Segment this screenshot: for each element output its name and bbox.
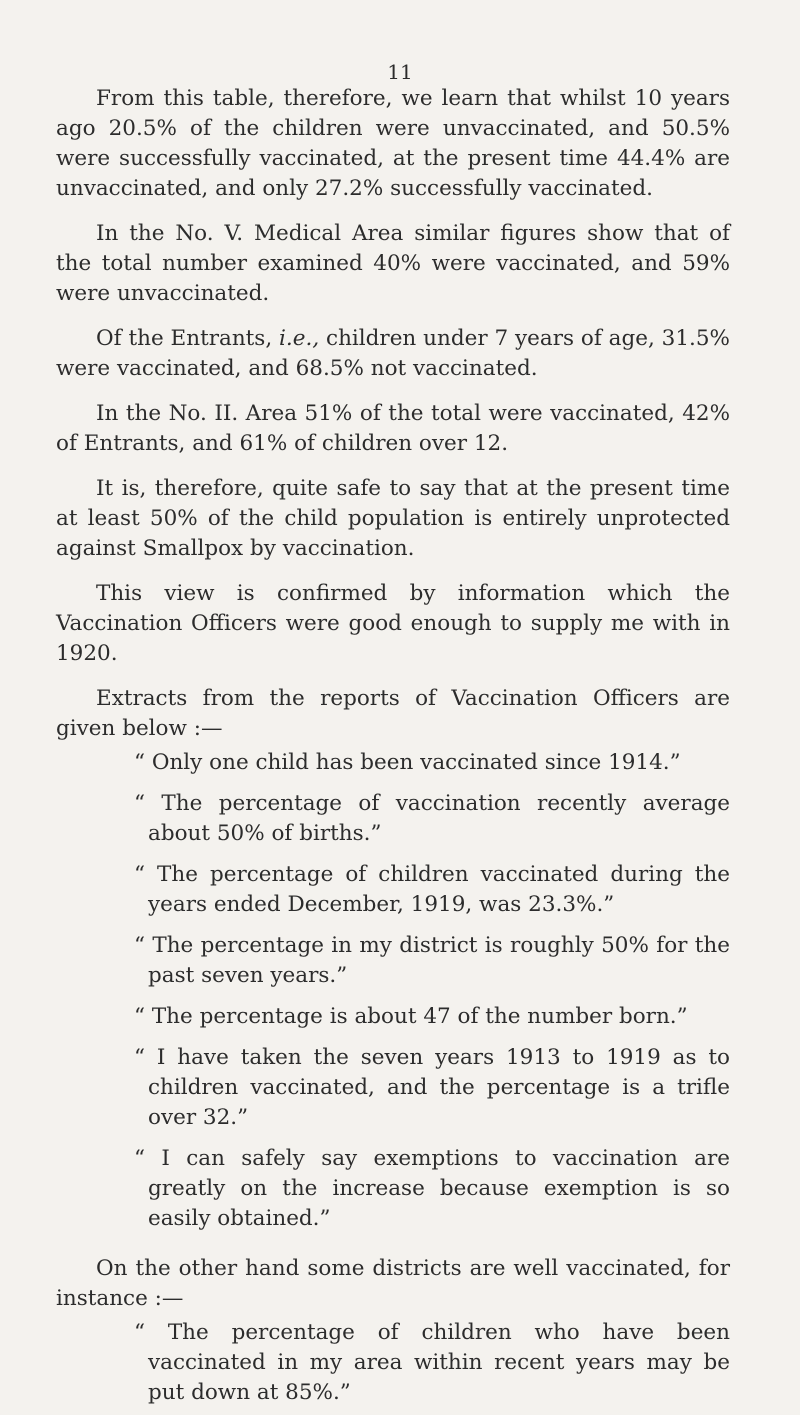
quote-extract: “ Only one child has been vaccinated since 1914.”	[134, 750, 681, 775]
quote-extract: “ The percentage of children vaccinated during the years ended December, 1919, was 23.3%.”	[134, 862, 730, 917]
quote-extract: “ The percentage of children who have been vaccinated in my area within recent years may be put down at 85%.”	[134, 1320, 730, 1405]
paragraph-conclusion: It is, therefore, quite safe to say that at the present time at least 50% of the child population is entirely unprotected against Smallpox by vaccination.	[56, 476, 730, 561]
quote-extract: “ The percentage is about 47 of the number born.”	[134, 1004, 688, 1029]
paragraph-extracts-intro: Extracts from the reports of Vaccination Officers are given below :—	[56, 686, 730, 741]
entrants-rest: children under 7 years of age, 31.5% were vaccinated, and 68.5% not vaccinated.	[56, 326, 730, 381]
quote-extract: “ The percentage of vaccination recently average about 50% of births.”	[134, 791, 730, 846]
paragraph-well-vaccinated-intro: On the other hand some districts are well vaccinated, for instance :—	[56, 1256, 730, 1311]
paragraph-confirmation: This view is confirmed by information which the Vaccination Officers were good enough to supply me with in 1920.	[56, 581, 730, 666]
paragraph-entrants	[56, 324, 730, 384]
entrants-ie: i.e.,	[279, 326, 320, 351]
page-number: 11	[387, 60, 413, 84]
paragraph-table-summary: From this table, therefore, we learn that whilst 10 years ago 20.5% of the children were unvaccinated, and 50.5% were successfully vaccinated, at the present time 44.4% are unvaccinated, and only 27.2% successfully vaccinated.	[56, 86, 730, 201]
quote-extract: “ I have taken the seven years 1913 to 1919 as to children vaccinated, and the percentage is a trifle over 32.”	[134, 1045, 730, 1130]
paragraph-area-two: In the No. II. Area 51% of the total were vaccinated, 42% of Entrants, and 61% of children over 12.	[56, 401, 730, 456]
quote-extract: “ The percentage in my district is roughly 50% for the past seven years.”	[134, 933, 730, 988]
quote-extract: “ I can safely say exemptions to vaccination are greatly on the increase because exemption is so easily obtained.”	[134, 1146, 730, 1231]
paragraph-area-five: In the No. V. Medical Area similar figures show that of the total number examined 40% were vaccinated, and 59% were unvaccinated.	[56, 221, 730, 306]
entrants-lead: Of the Entrants,	[96, 326, 280, 351]
